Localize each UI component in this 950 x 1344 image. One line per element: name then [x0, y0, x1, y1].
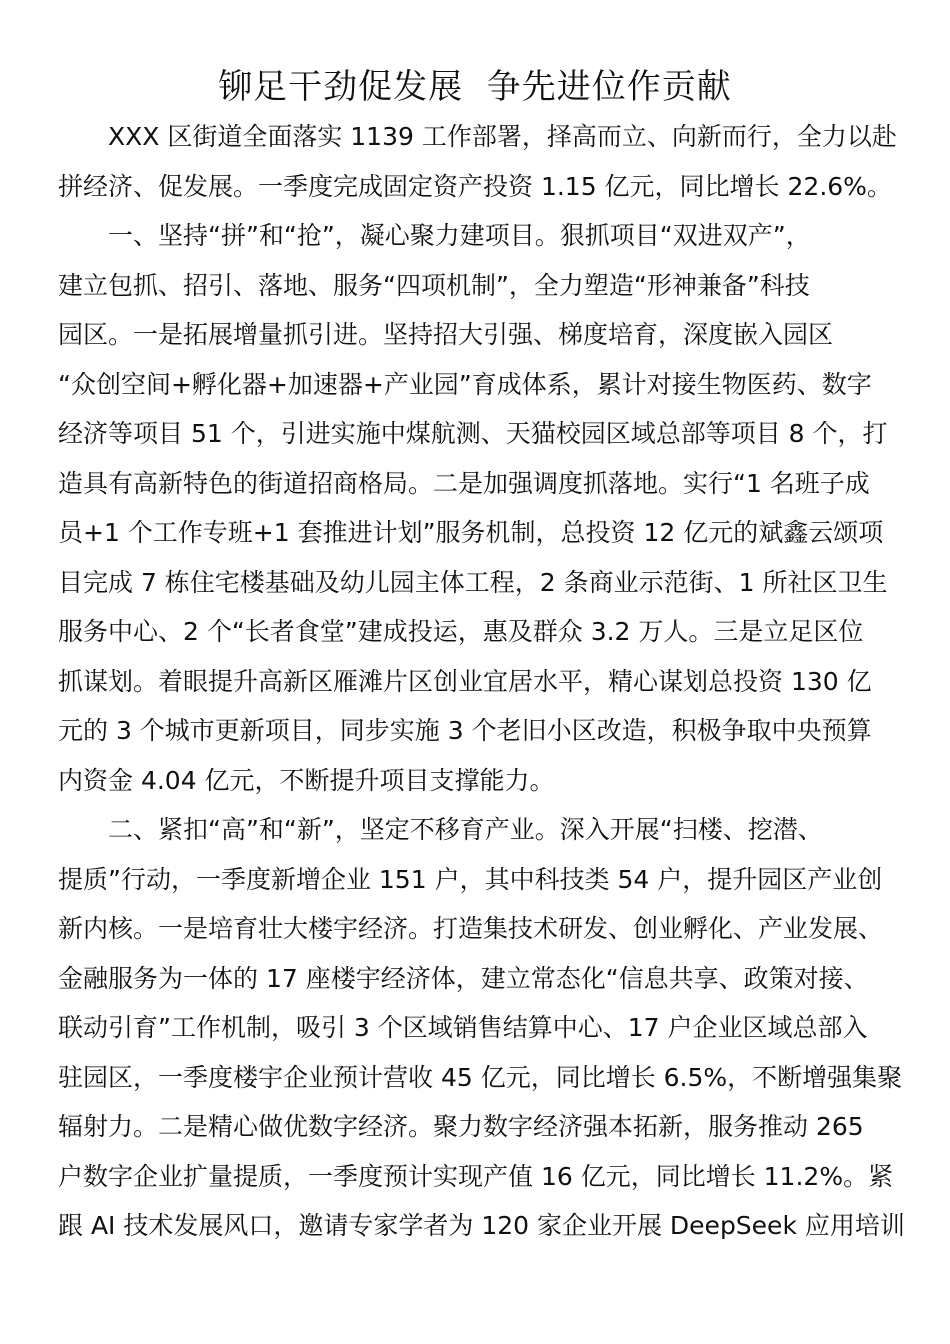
paragraph-section-two [58, 805, 905, 1251]
text-line: 元的 3 个城市更新项目，同步实施 3 个老旧小区改造，积极争取中央预算 [58, 716, 872, 745]
text-line: 联动引育”工作机制，吸引 3 个区域销售结算中心、17 户企业区域总部入 [58, 1013, 868, 1042]
text-line: 户数字企业扩量提质，一季度预计实现产值 16 亿元，同比增长 11.2%。紧 [58, 1161, 894, 1191]
text-line: “众创空间+孵化器+加速器+产业园”育成体系，累计对接生物医药、数字 [58, 369, 872, 399]
text-line: 拼经济、促发展。一季度完成固定资产投资 1.15 亿元，同比增长 22.6%。 [58, 171, 892, 201]
text-line: 驻园区，一季度楼宇企业预计营收 45 亿元，同比增长 6.5%，不断增强集聚 [58, 1062, 903, 1092]
text-line: 新内核。一是培育壮大楼宇经济。打造集技术研发、创业孵化、产业发展、 [58, 914, 884, 943]
text-line: 一、坚持“拼”和“抢”，凝心聚力建项目。狠抓项目“双进双产”， [108, 221, 811, 250]
text-line: 提质”行动，一季度新增企业 151 户，其中科技类 54 户，提升园区产业创 [58, 864, 883, 894]
text-line: 经济等项目 51 个，引进实施中煤航测、天猫校园区域总部等项目 8 个，打 [58, 419, 888, 448]
text-line: 造具有高新特色的街道招商格局。二是加强调度抓落地。实行“1 名班子成 [58, 468, 870, 498]
text-line: 服务中心、2 个“长者食堂”建成投运，惠及群众 3.2 万人。三是立足区位 [58, 617, 864, 646]
paragraph-section-one [58, 211, 892, 805]
text-line: XXX 区街道全面落实 1139 工作部署，择高而立、向新而行，全力以赴 [108, 122, 897, 151]
text-line: 二、紧扣“高”和“新”，坚定不移育产业。深入开展“扫楼、挖潜、 [108, 815, 823, 844]
document-title: 铆足干劲促发展 争先进位作贡献 [218, 67, 732, 107]
text-line: 内资金 4.04 亿元，不断提升项目支撑能力。 [58, 765, 555, 795]
text-line: 金融服务为一体的 17 座楼宇经济体，建立常态化“信息共享、政策对接、 [58, 963, 869, 993]
paragraph-intro [58, 112, 897, 211]
text-line: 辐射力。二是精心做优数字经济。聚力数字经济强本拓新，服务推动 265 [58, 1112, 864, 1141]
text-line: 抓谋划。着眼提升高新区雁滩片区创业宜居水平，精心谋划总投资 130 亿 [58, 666, 872, 696]
text-line: 员+1 个工作专班+1 套推进计划”服务机制，总投资 12 亿元的斌鑫云颂项 [58, 518, 884, 547]
text-line: 建立包抓、招引、落地、服务“四项机制”，全力塑造“形神兼备”科技 [58, 270, 810, 300]
text-line: 园区。一是拓展增量抓引进。坚持招大引强、梯度培育，深度嵌入园区 [58, 320, 834, 349]
text-line: 目完成 7 栋住宅楼基础及幼儿园主体工程，2 条商业示范街、1 所社区卫生 [58, 567, 888, 597]
text-line: 跟 AI 技术发展风口，邀请专家学者为 120 家企业开展 DeepSeek 应用培训 [58, 1211, 905, 1240]
